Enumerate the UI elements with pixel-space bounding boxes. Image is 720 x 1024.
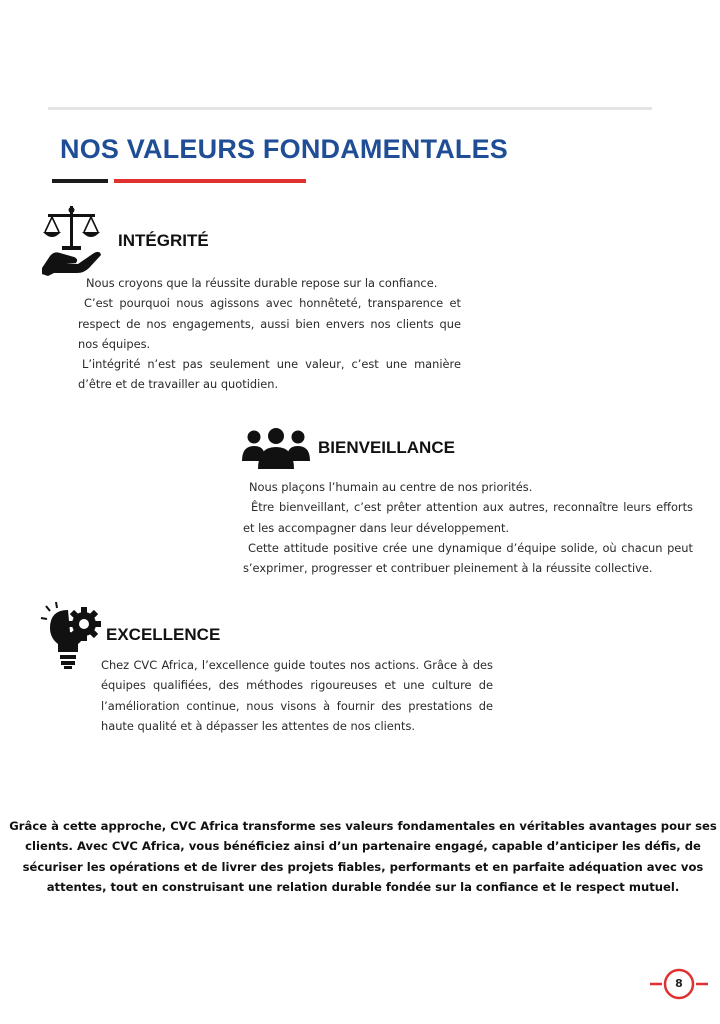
paragraph-line: Nous croyons que la réussite durable repose sur la confiance. <box>86 276 438 290</box>
paragraph-line: Être bienveillant, c’est prêter attention aux autres, reconnaître leurs efforts et les accompagner dans leur développement. <box>243 500 693 535</box>
value-text-integrite <box>78 273 461 395</box>
lightbulb-gear-icon <box>40 602 102 670</box>
conclusion-paragraph: Grâce à cette approche, CVC Africa transforme ses valeurs fondamentales en véritables avantages pour ses clients. Avec CVC Africa, vous bénéficiez ainsi d’un partenaire engagé, capable d’anticiper les défis, de sécuriser les opérations et de livrer des projets fiables, performants et en parfaite adéquation avec vos attentes, tout en construisant une relation durable fondée sur la confiance et le respect mutuel. <box>9 819 717 894</box>
title-underline-red <box>114 179 306 183</box>
value-title-integrite: INTÉGRITÉ <box>118 231 209 250</box>
paragraph-line: C’est pourquoi nous agissons avec honnêteté, transparence et respect de nos engagements, aussi bien envers nos clients que nos équipes. <box>78 296 461 351</box>
value-text-excellence <box>101 655 493 736</box>
page-number: 8 <box>675 977 683 990</box>
title-underline-black <box>52 179 108 183</box>
paragraph-line: Nous plaçons l’humain au centre de nos priorités. <box>249 480 533 494</box>
value-title-bienveillance: BIENVEILLANCE <box>318 438 455 457</box>
paragraph-line: Cette attitude positive crée une dynamique d’équipe solide, où chacun peut s’exprimer, progresser et contribuer pleinement à la réussite collective. <box>243 540 693 576</box>
page-title: NOS VALEURS FONDAMENTALES <box>60 134 509 164</box>
paragraph-line: Chez CVC Africa, l’excellence guide toutes nos actions. Grâce à des équipes qualifiées, des méthodes rigoureuses et une culture de l’amélioration continue, nous visons à fournir des prestations de haute qualité et à dépasser les attentes de nos clients. <box>101 658 493 733</box>
group-people-icon <box>242 428 310 470</box>
value-title-excellence: EXCELLENCE <box>106 625 221 644</box>
value-text-bienveillance <box>243 477 693 578</box>
scales-justice-hand-icon <box>40 204 102 276</box>
paragraph-line: L’intégrité n’est pas seulement une valeur, c’est une manière d’être et de travailler au quotidien. <box>78 357 461 392</box>
top-divider <box>48 107 652 110</box>
